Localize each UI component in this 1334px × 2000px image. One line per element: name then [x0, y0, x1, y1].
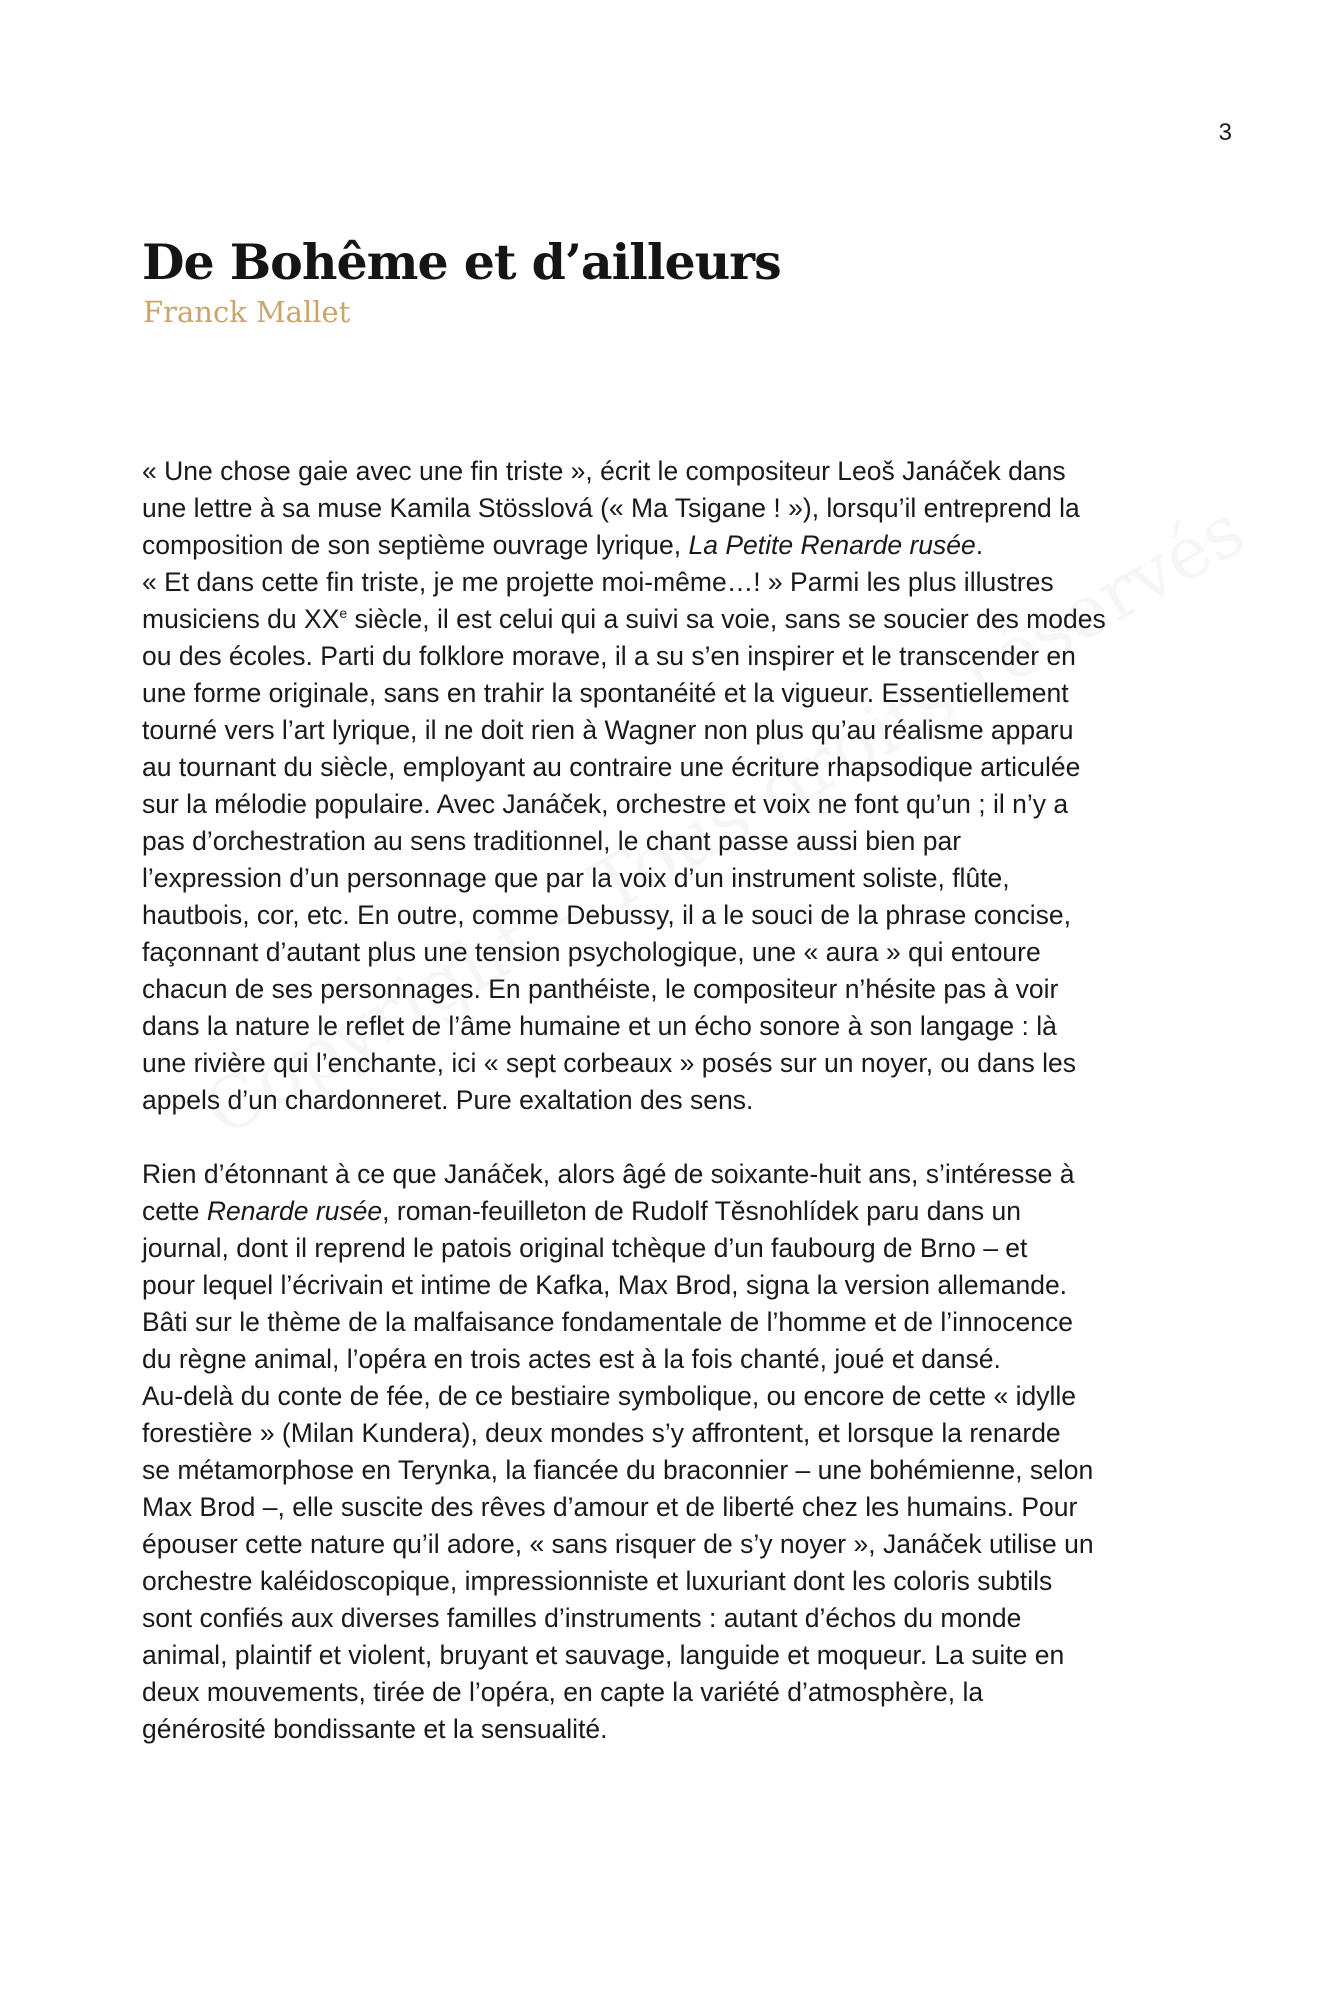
page-number: 3 [1218, 119, 1232, 146]
text-line [142, 860, 1202, 897]
text-line [142, 712, 1202, 749]
paragraph-gap [142, 1119, 1202, 1156]
text-line [142, 1267, 1202, 1304]
text-run: musiciens du XX [142, 604, 340, 634]
text-line [142, 638, 1202, 675]
text-run: épouser cette nature qu’il adore, « sans risquer de s’y noyer », Janáček utilise un [142, 1529, 1094, 1559]
text-run: Max Brod –, elle suscite des rêves d’amour et de liberté chez les humains. Pour [142, 1492, 1078, 1522]
article-author: Franck Mallet [143, 295, 351, 329]
text-line [142, 490, 1202, 527]
text-line [142, 1452, 1202, 1489]
article-title: De Bohême et d’ailleurs [142, 233, 781, 291]
text-run: animal, plaintif et violent, bruyant et sauvage, languide et moqueur. La suite en [142, 1640, 1065, 1670]
paragraph [142, 453, 1202, 1119]
text-run: cette [142, 1196, 207, 1226]
text-run: une lettre à sa muse Kamila Stösslová (« Ma Tsigane ! »), lorsqu’il entreprend la [142, 493, 1080, 523]
text-line [142, 1378, 1202, 1415]
text-line [142, 1526, 1202, 1563]
text-run: deux mouvements, tirée de l’opéra, en capte la variété d’atmosphère, la [142, 1677, 984, 1707]
text-run: une rivière qui l’enchante, ici « sept corbeaux » posés sur un noyer, ou dans les [142, 1048, 1076, 1078]
text-run: sur la mélodie populaire. Avec Janáček, orchestre et voix ne font qu’un ; il n’y a [142, 789, 1069, 819]
text-run: pour lequel l’écrivain et intime de Kafka, Max Brod, signa la version allemande. [142, 1270, 1068, 1300]
text-run: siècle, il est celui qui a suivi sa voie, sans se soucier des modes [347, 604, 1106, 634]
text-line [142, 1600, 1202, 1637]
text-line [142, 1341, 1202, 1378]
text-run: , roman-feuilleton de Rudolf Těsnohlídek paru dans un [382, 1196, 1022, 1226]
text-line [142, 453, 1202, 490]
text-line [142, 601, 1202, 638]
text-run: « Et dans cette fin triste, je me projette moi-même…! » Parmi les plus illustres [142, 567, 1054, 597]
article-body [142, 453, 1202, 1748]
text-line [142, 1045, 1202, 1082]
text-run: hautbois, cor, etc. En outre, comme Debussy, il a le souci de la phrase concise, [142, 900, 1071, 930]
text-run: appels d’un chardonneret. Pure exaltation des sens. [142, 1085, 754, 1115]
text-line [142, 934, 1202, 971]
text-line [142, 1563, 1202, 1600]
text-line [142, 1082, 1202, 1119]
text-run: se métamorphose en Terynka, la fiancée du braconnier – une bohémienne, selon [142, 1455, 1094, 1485]
text-run: journal, dont il reprend le patois original tchèque d’un faubourg de Brno – et [142, 1233, 1028, 1263]
text-run: Rien d’étonnant à ce que Janáček, alors âgé de soixante-huit ans, s’intéresse à [142, 1159, 1075, 1189]
text-line [142, 971, 1202, 1008]
text-run: « Une chose gaie avec une fin triste », écrit le compositeur Leoš Janáček dans [142, 456, 1066, 486]
text-run: . [975, 530, 984, 560]
text-run: du règne animal, l’opéra en trois actes est à la fois chanté, joué et dansé. [142, 1344, 1001, 1374]
text-line [142, 1711, 1202, 1748]
text-line [142, 1637, 1202, 1674]
text-line [142, 1230, 1202, 1267]
text-line [142, 1008, 1202, 1045]
text-run: l’expression d’un personnage que par la voix d’un instrument soliste, flûte, [142, 863, 1010, 893]
text-line [142, 1156, 1202, 1193]
text-line [142, 1674, 1202, 1711]
text-run: pas d’orchestration au sens traditionnel, le chant passe aussi bien par [142, 826, 962, 856]
text-run: orchestre kaléidoscopique, impressionniste et luxuriant dont les coloris subtils [142, 1566, 1053, 1596]
text-line [142, 897, 1202, 934]
superscript: e [339, 605, 348, 621]
text-line [142, 786, 1202, 823]
text-run: dans la nature le reflet de l’âme humaine et un écho sonore à son langage : là [142, 1011, 1057, 1041]
text-line [142, 527, 1202, 564]
text-run: tourné vers l’art lyrique, il ne doit rien à Wagner non plus qu’au réalisme apparu [142, 715, 1074, 745]
italic-title: Renarde rusée [206, 1196, 383, 1226]
text-run: façonnant d’autant plus une tension psychologique, une « aura » qui entoure [142, 937, 1041, 967]
text-run: forestière » (Milan Kundera), deux mondes s’y affrontent, et lorsque la renarde [142, 1418, 1061, 1448]
text-line [142, 1193, 1202, 1230]
text-line [142, 564, 1202, 601]
text-run: Au-delà du conte de fée, de ce bestiaire symbolique, ou encore de cette « idylle [142, 1381, 1076, 1411]
text-line [142, 1489, 1202, 1526]
paragraph [142, 1156, 1202, 1748]
text-run: une forme originale, sans en trahir la spontanéité et la vigueur. Essentiellement [142, 678, 1069, 708]
text-run: sont confiés aux diverses familles d’instruments : autant d’échos du monde [142, 1603, 1022, 1633]
text-line [142, 749, 1202, 786]
text-line [142, 1304, 1202, 1341]
text-run: Bâti sur le thème de la malfaisance fondamentale de l’homme et de l’innocence [142, 1307, 1073, 1337]
text-run: chacun de ses personnages. En panthéiste, le compositeur n’hésite pas à voir [142, 974, 1059, 1004]
text-line [142, 675, 1202, 712]
text-run: ou des écoles. Parti du folklore morave, il a su s’en inspirer et le transcender en [142, 641, 1076, 671]
text-run: générosité bondissante et la sensualité. [142, 1714, 608, 1744]
text-run: au tournant du siècle, employant au contraire une écriture rhapsodique articulée [142, 752, 1081, 782]
text-line [142, 823, 1202, 860]
text-line [142, 1415, 1202, 1452]
text-run: composition de son septième ouvrage lyrique, [142, 530, 689, 560]
italic-title: La Petite Renarde rusée [688, 530, 976, 560]
